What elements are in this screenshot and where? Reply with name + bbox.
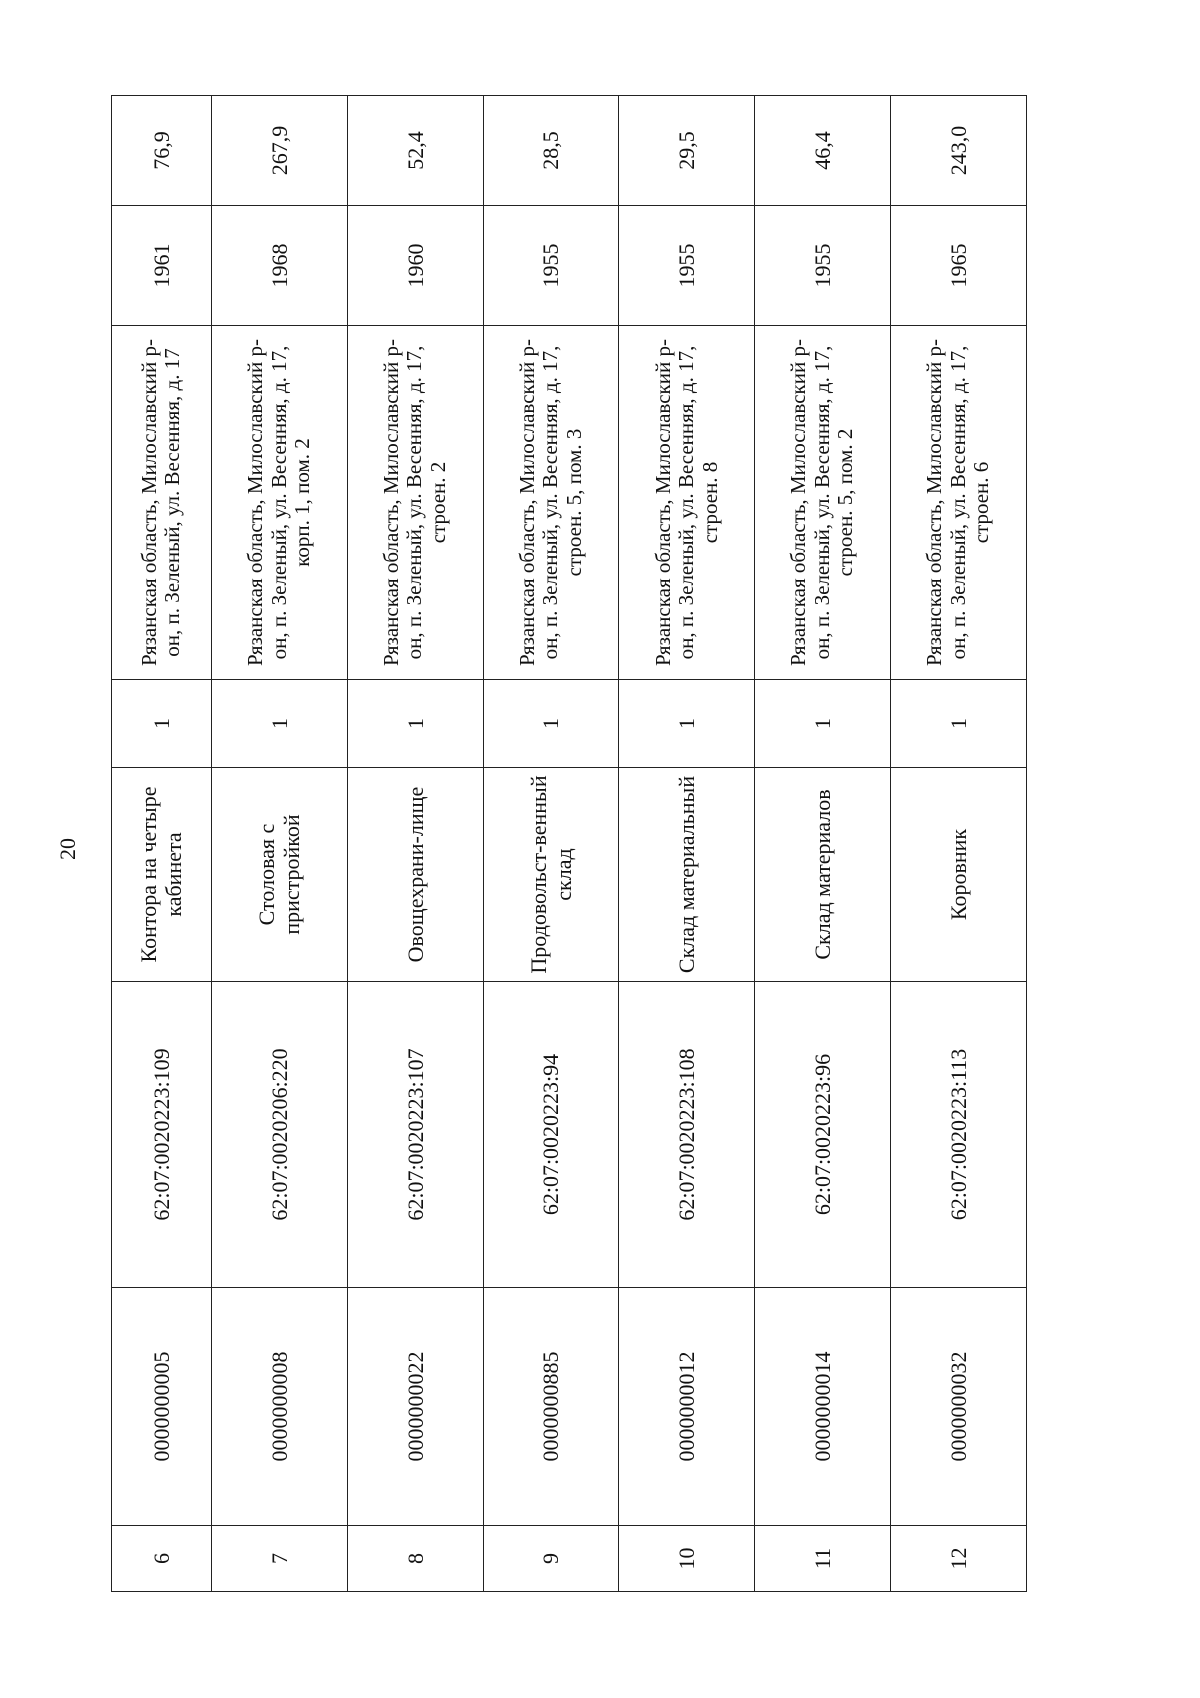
row-number: 10 bbox=[619, 1526, 755, 1592]
area: 243,0 bbox=[891, 96, 1027, 206]
cadastral-number: 62:07:0020223:108 bbox=[619, 982, 755, 1288]
row-number: 11 bbox=[755, 1526, 891, 1592]
inventory-number: 0000000005 bbox=[112, 1288, 212, 1526]
quantity: 1 bbox=[619, 680, 755, 768]
cadastral-number: 62:07:0020223:109 bbox=[112, 982, 212, 1288]
area: 29,5 bbox=[619, 96, 755, 206]
table-row bbox=[619, 96, 755, 1592]
row-number: 9 bbox=[483, 1526, 619, 1592]
property-table bbox=[111, 95, 1027, 1592]
row-number: 6 bbox=[112, 1526, 212, 1592]
object-name: Столовая с пристройкой bbox=[211, 768, 347, 982]
page-number: 20 bbox=[55, 838, 80, 860]
build-year: 1968 bbox=[211, 206, 347, 326]
address: Рязанская область, Милославский р-он, п. Зеленый, ул. Весенняя, д. 17, строен. 6 bbox=[891, 326, 1027, 680]
quantity: 1 bbox=[347, 680, 483, 768]
table-row bbox=[347, 96, 483, 1592]
quantity: 1 bbox=[112, 680, 212, 768]
object-name: Овощехрани-лище bbox=[347, 768, 483, 982]
table-row bbox=[211, 96, 347, 1592]
object-name: Склад материалов bbox=[755, 768, 891, 982]
quantity: 1 bbox=[891, 680, 1027, 768]
build-year: 1955 bbox=[619, 206, 755, 326]
cadastral-number: 62:07:0020206:220 bbox=[211, 982, 347, 1288]
row-number: 8 bbox=[347, 1526, 483, 1592]
address: Рязанская область, Милославский р-он, п. Зеленый, ул. Весенняя, д. 17, строен. 8 bbox=[619, 326, 755, 680]
inventory-number: 0000000014 bbox=[755, 1288, 891, 1526]
cadastral-number: 62:07:0020223:113 bbox=[891, 982, 1027, 1288]
address: Рязанская область, Милославский р-он, п. Зеленый, ул. Весенняя, д. 17, строен. 5, пом. 3 bbox=[483, 326, 619, 680]
quantity: 1 bbox=[211, 680, 347, 768]
inventory-number: 0000000022 bbox=[347, 1288, 483, 1526]
address: Рязанская область, Милославский р-он, п. Зеленый, ул. Весенняя, д. 17 bbox=[112, 326, 212, 680]
quantity: 1 bbox=[483, 680, 619, 768]
address: Рязанская область, Милославский р-он, п. Зеленый, ул. Весенняя, д. 17, корп. 1, пом. 2 bbox=[211, 326, 347, 680]
row-number: 7 bbox=[211, 1526, 347, 1592]
inventory-number: 0000000012 bbox=[619, 1288, 755, 1526]
build-year: 1965 bbox=[891, 206, 1027, 326]
cadastral-number: 62:07:0020223:107 bbox=[347, 982, 483, 1288]
inventory-number: 0000000008 bbox=[211, 1288, 347, 1526]
object-name: Контора на четыре кабинета bbox=[112, 768, 212, 982]
property-table-rotated bbox=[111, 96, 1027, 1592]
build-year: 1960 bbox=[347, 206, 483, 326]
area: 46,4 bbox=[755, 96, 891, 206]
object-name: Продовольст-венный склад bbox=[483, 768, 619, 982]
object-name: Коровник bbox=[891, 768, 1027, 982]
object-name: Склад материальный bbox=[619, 768, 755, 982]
table-row bbox=[483, 96, 619, 1592]
cadastral-number: 62:07:0020223:94 bbox=[483, 982, 619, 1288]
build-year: 1955 bbox=[755, 206, 891, 326]
address: Рязанская область, Милославский р-он, п. Зеленый, ул. Весенняя, д. 17, строен. 5, пом. 2 bbox=[755, 326, 891, 680]
table-row bbox=[112, 96, 212, 1592]
area: 52,4 bbox=[347, 96, 483, 206]
row-number: 12 bbox=[891, 1526, 1027, 1592]
area: 267,9 bbox=[211, 96, 347, 206]
area: 76,9 bbox=[112, 96, 212, 206]
cadastral-number: 62:07:0020223:96 bbox=[755, 982, 891, 1288]
property-table-frame bbox=[111, 96, 1027, 1592]
quantity: 1 bbox=[755, 680, 891, 768]
area: 28,5 bbox=[483, 96, 619, 206]
table-row bbox=[755, 96, 891, 1592]
build-year: 1955 bbox=[483, 206, 619, 326]
inventory-number: 0000000885 bbox=[483, 1288, 619, 1526]
table-row bbox=[891, 96, 1027, 1592]
address: Рязанская область, Милославский р-он, п. Зеленый, ул. Весенняя, д. 17, строен. 2 bbox=[347, 326, 483, 680]
inventory-number: 0000000032 bbox=[891, 1288, 1027, 1526]
build-year: 1961 bbox=[112, 206, 212, 326]
